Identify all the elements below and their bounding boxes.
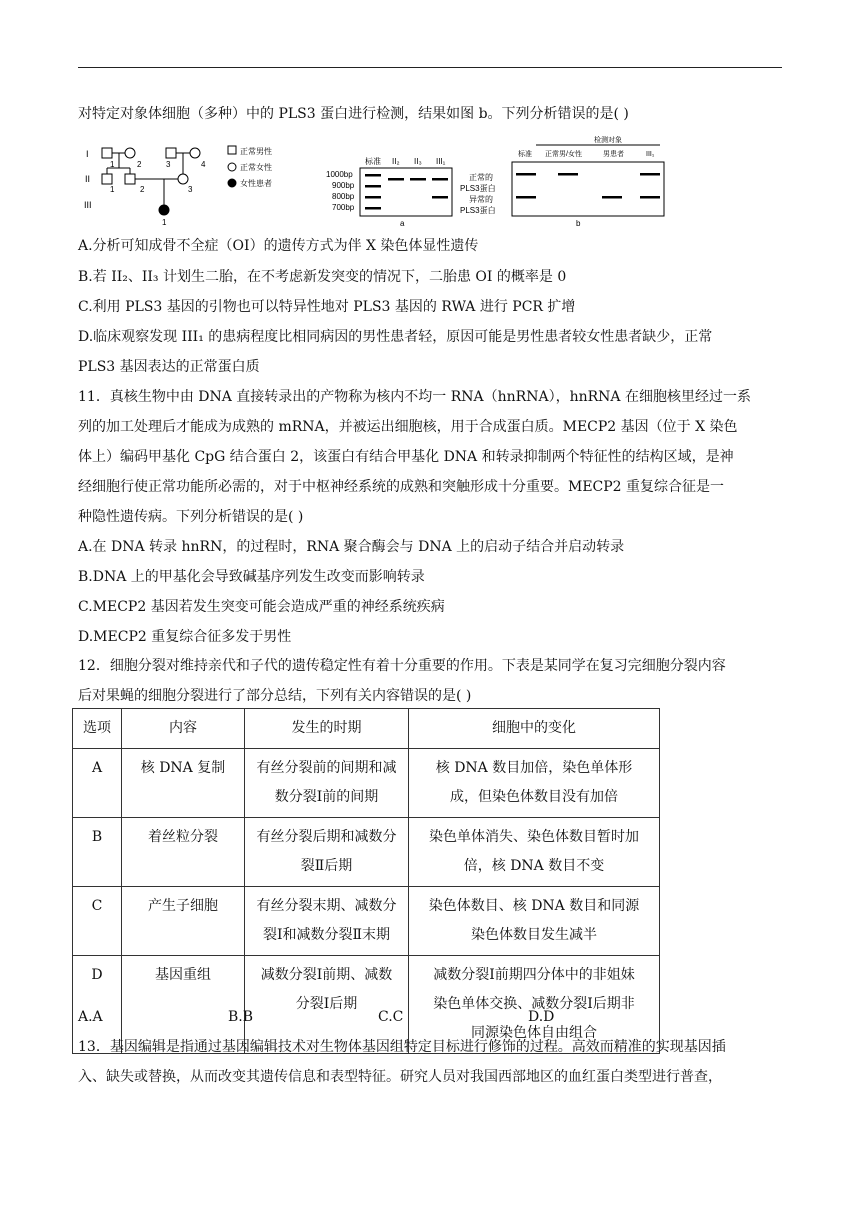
- cell-content: 着丝粒分裂: [122, 818, 245, 887]
- ind-II3: 3: [188, 185, 193, 194]
- ladder-800: 800bp: [332, 192, 355, 201]
- legend-normal-female: 正常女性: [240, 163, 272, 172]
- gel-b: [460, 135, 664, 228]
- gel-b-row-normal-1: 正常的: [469, 173, 493, 182]
- cell-content: 基因重组: [122, 956, 245, 1054]
- q11-option-c: C.MECP2 基因若发生突变可能会造成严重的神经系统疾病: [78, 599, 445, 615]
- gel-a-header-II2: II₂: [392, 157, 400, 166]
- pedigree-chart: [84, 146, 272, 227]
- ladder-900: 900bp: [332, 181, 355, 190]
- q10-option-b: B.若 II₂、II₃ 计划生二胎，在不考虑新发突变的情况下，二胎患 OI 的概率是 0: [78, 269, 567, 285]
- question-10-stem-tail: 对特定对象体细胞（多种）中的 PLS3 蛋白进行检测，结果如图 b。下列分析错误的是( ): [78, 106, 629, 122]
- cell-content: 产生子细胞: [122, 887, 245, 956]
- q11-stem-line1: 11．真核生物中由 DNA 直接转录出的产物称为核内不均一 RNA（hnRNA），hnRNA 在细胞核里经过一系: [78, 389, 751, 405]
- q11-option-b: B.DNA 上的甲基化会导致碱基序列发生改变而影响转录: [78, 569, 425, 585]
- cell-change: 染色体数目、核 DNA 数目和同源 染色体数目发生减半: [409, 887, 660, 956]
- gel-b-header-normal: 正常男/女性: [545, 151, 582, 158]
- gel-a-header-III1: III₁: [436, 157, 446, 166]
- cell-option: C: [73, 887, 122, 956]
- cell-option: B: [73, 818, 122, 887]
- cell-change: 核 DNA 数目加倍，染色单体形 成，但染色体数目没有加倍: [409, 749, 660, 818]
- cell-division-table: [72, 708, 660, 1054]
- figure-pedigree-and-gels: [80, 130, 680, 230]
- q11-option-a: A.在 DNA 转录 hnRN，的过程时，RNA 聚合酶会与 DNA 上的启动子结合并启动转录: [78, 539, 625, 555]
- table-header-row: [73, 709, 660, 749]
- ladder-700: 700bp: [332, 203, 355, 212]
- cell-content: 核 DNA 复制: [122, 749, 245, 818]
- q10-option-a: A.分析可知成骨不全症（OI）的遗传方式为伴 X 染色体显性遗传: [78, 238, 479, 254]
- header-rule: [78, 67, 782, 68]
- q11-stem-line4: 经细胞行使正常功能所必需的，对于中枢神经系统的成熟和突触形成十分重要。MECP2 重复综合征是一: [78, 479, 725, 495]
- cell-change: 减数分裂Ⅰ前期四分体中的非姐妹 染色单体交换、减数分裂Ⅰ后期非 同源染色体自由组合: [409, 956, 660, 1054]
- ind-I1: 1: [110, 160, 115, 169]
- gel-b-group-title: 检测对象: [594, 137, 622, 144]
- q13-stem-line1: 13．基因编辑是指通过基因编辑技术对生物体基因组特定目标进行修饰的过程。高效而精准的实现基因插: [78, 1039, 726, 1055]
- ind-I2: 2: [137, 160, 142, 169]
- q12-stem-line1: 12．细胞分裂对维持亲代和子代的遗传稳定性有着十分重要的作用。下表是某同学在复习完细胞分裂内容: [78, 658, 726, 674]
- th-change: 细胞中的变化: [409, 709, 660, 749]
- q11-option-d: D.MECP2 重复综合征多发于男性: [78, 629, 292, 645]
- q12-stem-line2: 后对果蝇的细胞分裂进行了部分总结，下列有关内容错误的是( ): [78, 688, 472, 704]
- cell-period: 有丝分裂末期、减数分 裂Ⅰ和减数分裂Ⅱ末期: [245, 887, 409, 956]
- ind-III1: 1: [162, 218, 167, 227]
- q10-option-d-line1: D.临床观察发现 III₁ 的患病程度比相同病因的男性患者轻，原因可能是男性患者较女性患者缺少，正常: [78, 329, 713, 345]
- q11-stem-line5: 种隐性遗传病。下列分析错误的是( ): [78, 509, 304, 525]
- q12-answer-d: D.D: [528, 1009, 555, 1025]
- cell-period: 减数分裂Ⅰ前期、减数 分裂Ⅰ后期: [245, 956, 409, 1054]
- ind-I4: 4: [201, 160, 206, 169]
- gel-b-caption: b: [576, 219, 581, 228]
- table-row: [73, 749, 660, 818]
- gel-a-caption: a: [400, 219, 405, 228]
- cell-option: D: [73, 956, 122, 1054]
- ind-II2: 2: [140, 185, 145, 194]
- th-period: 发生的时期: [245, 709, 409, 749]
- ind-I3: 3: [166, 160, 171, 169]
- cell-period: 有丝分裂后期和减数分 裂Ⅱ后期: [245, 818, 409, 887]
- ladder-1000: 1000bp: [326, 170, 353, 179]
- gel-b-header-male-patient: 男患者: [603, 151, 624, 158]
- q12-answer-b: B.B: [228, 1009, 254, 1025]
- table-row: [73, 818, 660, 887]
- th-content: 内容: [122, 709, 245, 749]
- table-row: [73, 887, 660, 956]
- q11-stem-line2: 列的加工处理后才能成为成熟的 mRNA，并被运出细胞核，用于合成蛋白质。MECP2 基因（位于 X 染色: [78, 419, 738, 435]
- gel-b-row-abnormal-2: PLS3蛋白: [460, 206, 496, 215]
- gel-b-header-III1: III₁: [646, 151, 655, 158]
- th-option: 选项: [73, 709, 122, 749]
- q13-stem-line2: 入、缺失或替换，从而改变其遗传信息和表型特征。研究人员对我国西部地区的血红蛋白类型进行普查，: [78, 1069, 722, 1085]
- q10-option-c: C.利用 PLS3 基因的引物也可以特异性地对 PLS3 基因的 RWA 进行 PCR 扩增: [78, 299, 576, 315]
- cell-period: 有丝分裂前的间期和减 数分裂Ⅰ前的间期: [245, 749, 409, 818]
- cell-option: A: [73, 749, 122, 818]
- legend-normal-male: 正常男性: [240, 147, 272, 156]
- gen-label-1: I: [86, 149, 89, 159]
- ind-II1: 1: [110, 185, 115, 194]
- gel-b-row-abnormal-1: 异常的: [469, 195, 493, 204]
- q11-stem-line3: 体上）编码甲基化 CpG 结合蛋白 2，该蛋白有结合甲基化 DNA 和转录抑制两个特征性的结构区域，是神: [78, 449, 734, 465]
- q12-answer-c: C.C: [378, 1009, 404, 1025]
- gen-label-3: III: [84, 200, 92, 210]
- legend-affected-female: 女性患者: [240, 179, 272, 188]
- q10-option-d-line2: PLS3 基因表达的正常蛋白质: [78, 359, 260, 375]
- gel-a: [326, 156, 452, 228]
- gel-b-header-standard: 标准: [518, 151, 532, 158]
- q12-answer-a: A.A: [78, 1009, 103, 1025]
- gel-b-row-normal-2: PLS3蛋白: [460, 184, 496, 193]
- gel-a-header-II3: II₃: [414, 157, 422, 166]
- gen-label-2: II: [85, 174, 91, 184]
- gel-a-header-standard: 标准: [365, 157, 381, 166]
- cell-change: 染色单体消失、染色体数目暂时加 倍，核 DNA 数目不变: [409, 818, 660, 887]
